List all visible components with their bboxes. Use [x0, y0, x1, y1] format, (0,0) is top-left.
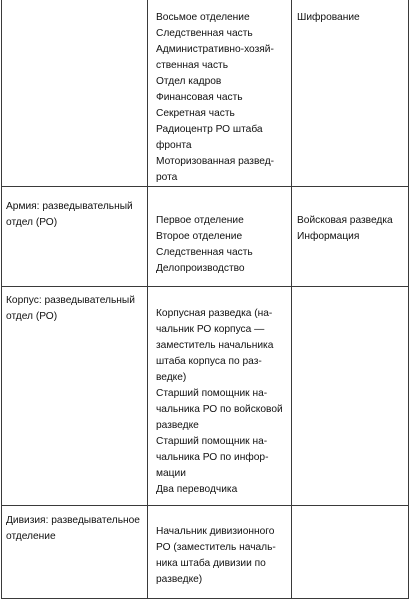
unit-line: Два переводчика — [156, 484, 238, 495]
org-structure-table — [1, 0, 409, 599]
units-cell — [156, 213, 288, 277]
unit-line: рота — [156, 172, 178, 183]
unit-line: ственная часть — [156, 60, 229, 71]
unit-line: штаба корпуса по раз- — [156, 356, 262, 367]
units-cell — [156, 306, 288, 498]
table-row — [2, 186, 408, 287]
unit-line: Радиоцентр РО штаба — [156, 124, 263, 135]
level-line: отдел (РО) — [6, 217, 58, 228]
table-row — [2, 0, 408, 186]
unit-line: ника штаба дивизии по — [156, 558, 266, 569]
unit-line: Старший помощник на- — [156, 436, 268, 447]
unit-line: ведке) — [156, 372, 187, 383]
level-line: Армия: разведывательный — [6, 201, 133, 212]
unit-line: Начальник дивизионного — [156, 526, 275, 537]
unit-line: фронта — [156, 140, 192, 151]
level-cell — [6, 293, 144, 325]
unit-line: Второе отделение — [156, 231, 243, 242]
function-line: Информация — [297, 231, 360, 242]
level-line: отделение — [6, 531, 56, 542]
functions-cell — [297, 213, 409, 245]
level-cell — [6, 199, 144, 231]
unit-line: Финансовая часть — [156, 92, 243, 103]
units-cell — [156, 10, 288, 186]
unit-line: чальника РО по войсковой — [156, 404, 283, 415]
level-cell — [6, 513, 144, 545]
unit-line: Старший помощник на- — [156, 388, 268, 399]
unit-line: чальника РО по инфор- — [156, 452, 269, 463]
unit-line: Секретная часть — [156, 108, 235, 119]
units-cell — [156, 524, 288, 588]
unit-line: разведке — [156, 420, 199, 431]
functions-cell — [297, 10, 409, 26]
unit-line: Восьмое отделение — [156, 12, 250, 23]
function-line: Шифрование — [297, 12, 360, 23]
unit-line: мации — [156, 468, 186, 479]
unit-line: чальник РО корпуса — — [156, 324, 265, 335]
table-row — [2, 505, 408, 600]
unit-line: Отдел кадров — [156, 76, 222, 87]
unit-line: РО (заместитель началь- — [156, 542, 276, 553]
unit-line: Административно-хозяй- — [156, 44, 274, 55]
unit-line: Делопроизводство — [156, 263, 245, 274]
level-line: Дивизия: разведывательное — [6, 515, 140, 526]
unit-line: Следственная часть — [156, 247, 253, 258]
unit-line: разведке) — [156, 574, 203, 585]
unit-line: заместитель начальника — [156, 340, 274, 351]
unit-line: Первое отделение — [156, 215, 244, 226]
table-row — [2, 286, 408, 506]
unit-line: Следственная часть — [156, 28, 253, 39]
level-line: Корпус: разведывательный — [6, 295, 135, 306]
level-line: отдел (РО) — [6, 311, 58, 322]
unit-line: Моторизованная развед- — [156, 156, 275, 167]
unit-line: Корпусная разведка (на- — [156, 308, 273, 319]
function-line: Войсковая разведка — [297, 215, 393, 226]
